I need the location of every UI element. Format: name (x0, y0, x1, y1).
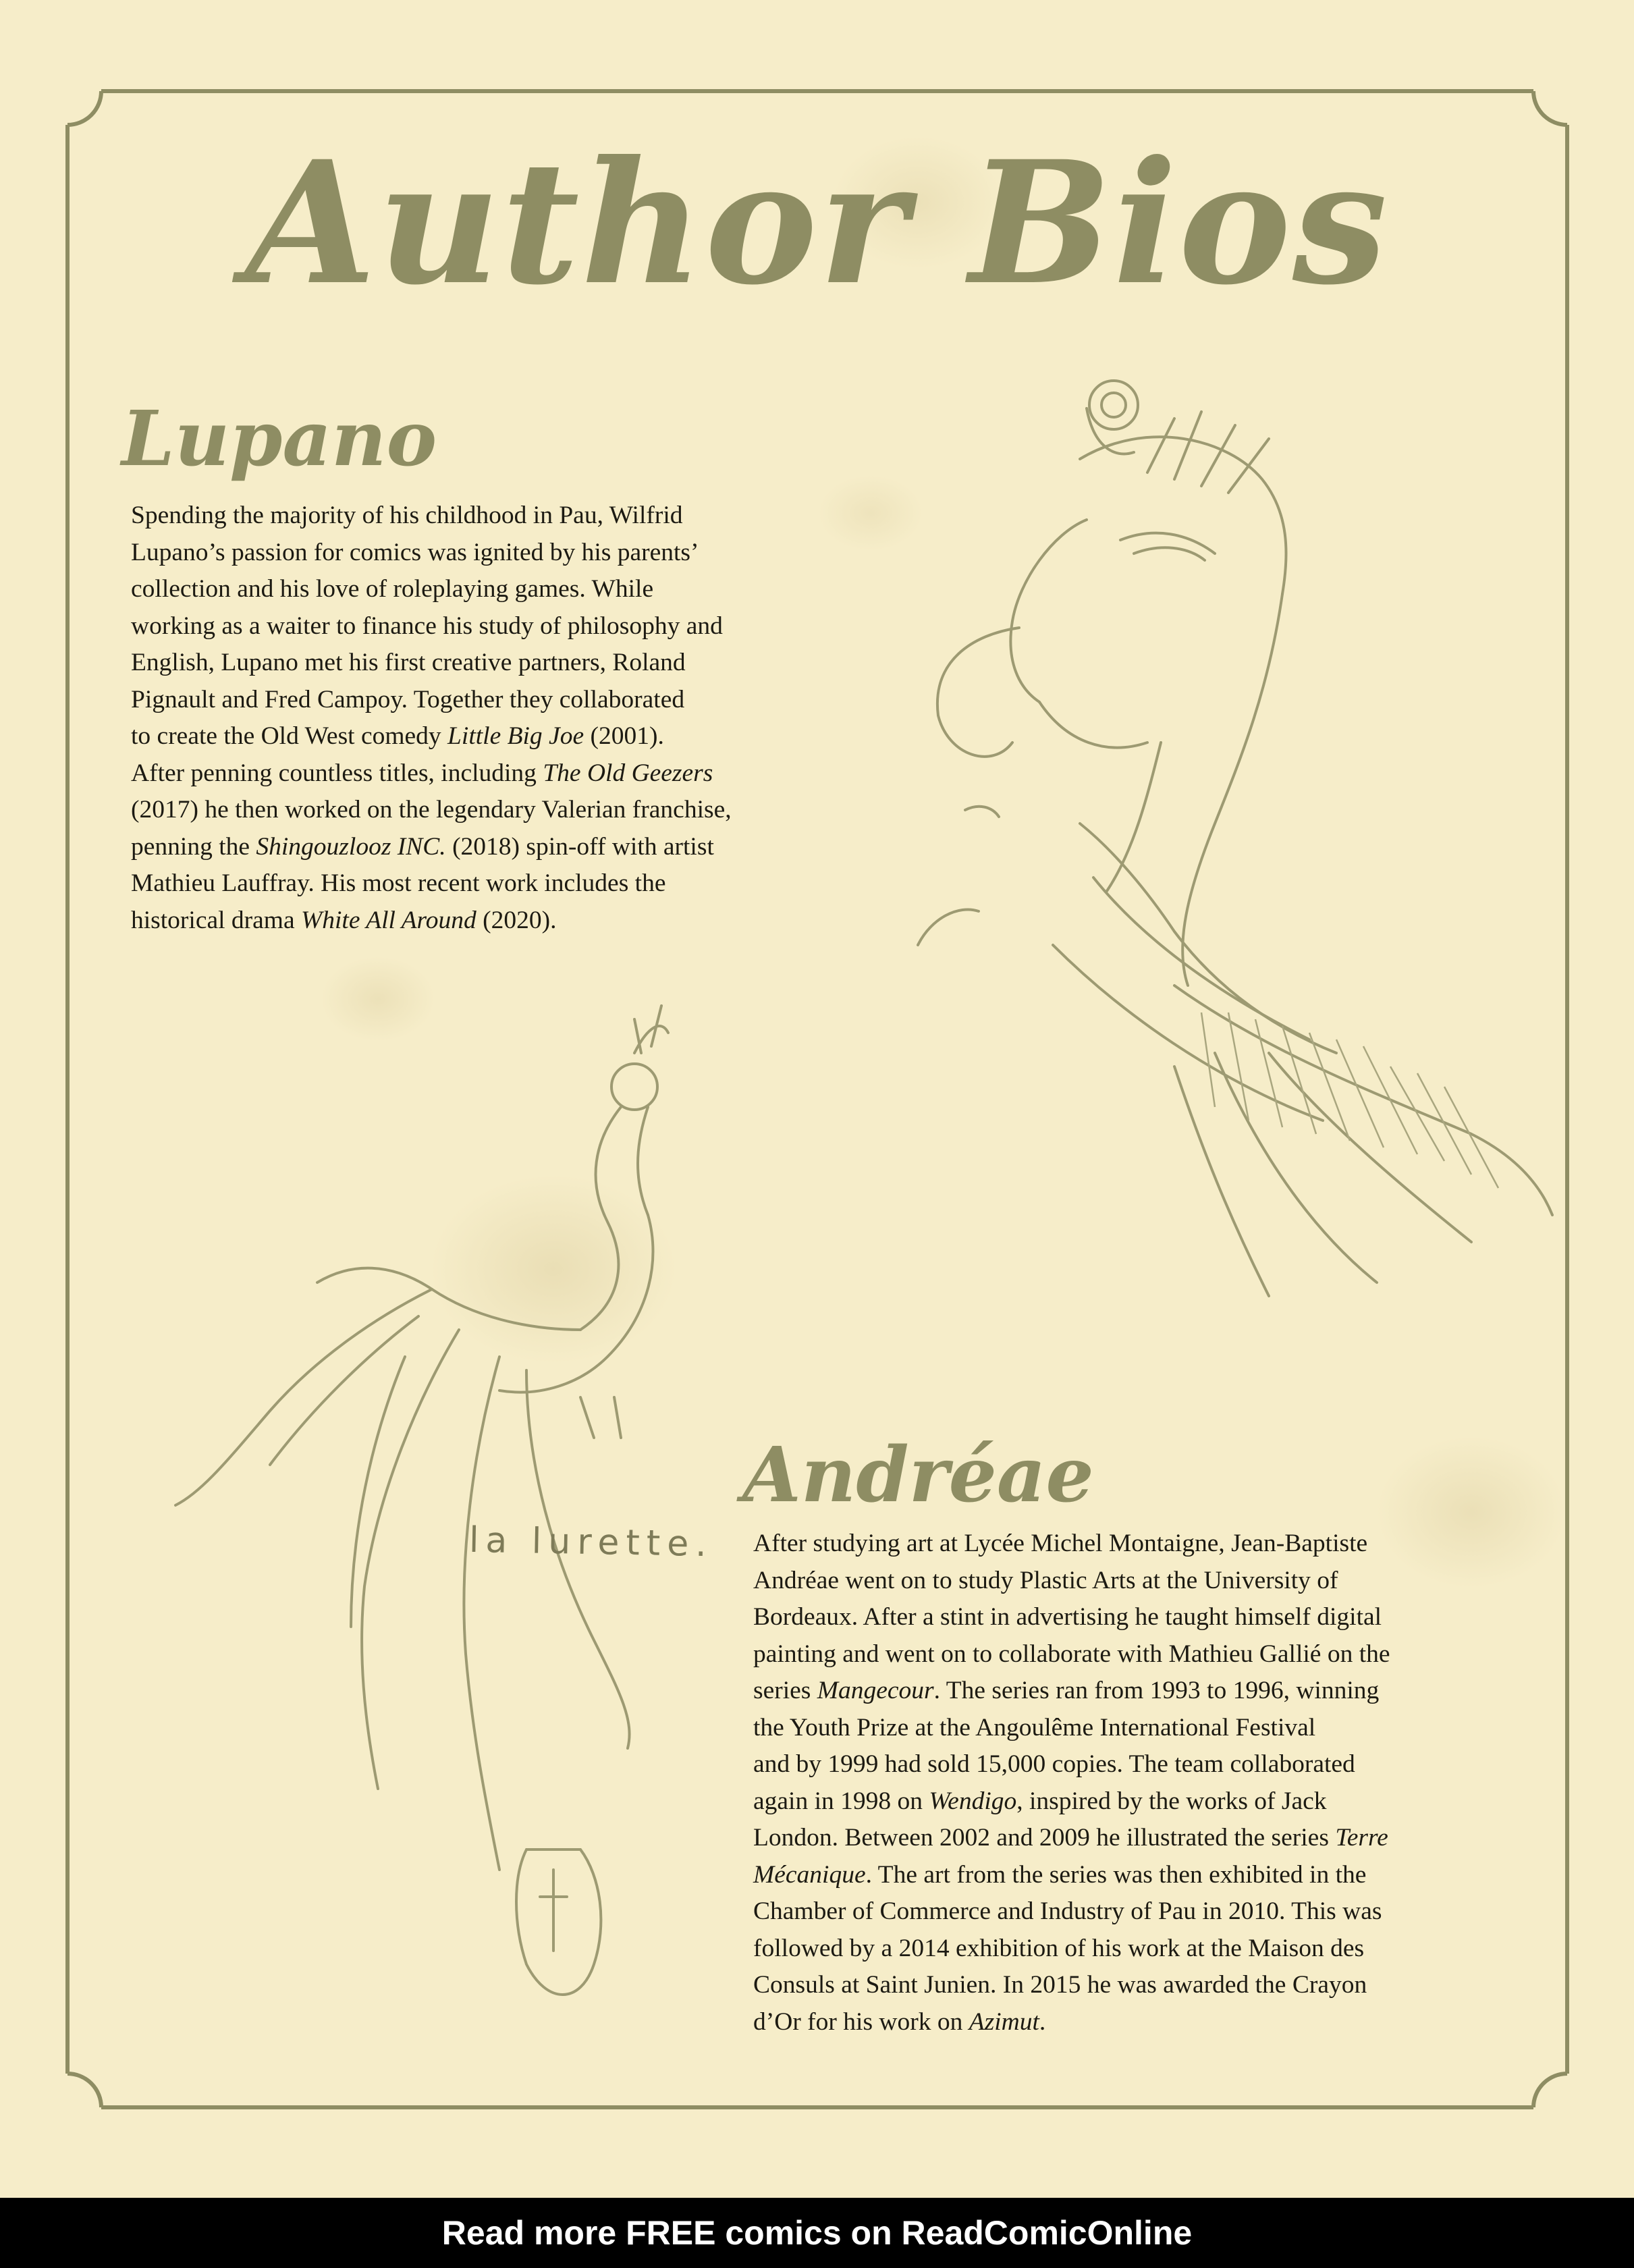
bio-text: Bordeaux. After a stint in advertising he taught himself digital (753, 1603, 1382, 1631)
lupano-heading: Lupano (121, 395, 437, 483)
bio-text: London. Between 2002 and 2009 he illustrated the series (753, 1824, 1336, 1852)
bio-text: . (1039, 2007, 1046, 2036)
bio-text: and by 1999 had sold 15,000 copies. The team collaborated (753, 1750, 1355, 1778)
bio-line (753, 1636, 1390, 1673)
bio-line (753, 2004, 1390, 2041)
bio-line (753, 1746, 1390, 1783)
bio-text: Chamber of Commerce and Industry of Pau in 2010. This was (753, 1897, 1382, 1925)
bio-text: the Youth Prize at the Angoulême International Festival (753, 1713, 1316, 1742)
lupano-bio (131, 497, 732, 939)
bio-text: historical drama (131, 906, 301, 934)
bio-line (131, 571, 732, 608)
bio-text: penning the (131, 832, 256, 861)
bio-text: Mathieu Lauffray. His most recent work includes the (131, 869, 666, 897)
andreae-bio (753, 1526, 1390, 2041)
bio-text: (2018) spin-off with artist (445, 832, 714, 861)
bio-line (753, 1893, 1390, 1931)
bio-line (753, 1526, 1390, 1563)
footer-text[interactable]: Read more FREE comics on ReadComicOnline (441, 2214, 1193, 2252)
bio-text: (2001). (584, 722, 664, 750)
bio-line (753, 1967, 1390, 2004)
work-title: The Old Geezers (543, 759, 713, 787)
bio-text: (2017) he then worked on the legendary Valerian franchise, (131, 796, 732, 824)
bio-text: Consuls at Saint Junien. In 2015 he was awarded the Crayon (753, 1971, 1367, 1999)
bio-line (131, 497, 732, 535)
bio-line (131, 902, 732, 940)
bio-line (753, 1857, 1390, 1894)
bio-line (131, 755, 732, 792)
bio-line (753, 1710, 1390, 1747)
bio-line (753, 1783, 1390, 1820)
work-title: Azimut (969, 2007, 1039, 2036)
bio-line (753, 1820, 1390, 1857)
work-title: Mécanique (753, 1860, 866, 1889)
bio-text: Lupano’s passion for comics was ignited by his parents’ (131, 538, 699, 566)
bio-line (131, 792, 732, 829)
bio-text: series (753, 1677, 817, 1704)
bio-text: Pignault and Fred Campoy. Together they collaborated (131, 685, 685, 713)
work-title: Terre (1335, 1824, 1388, 1852)
bio-line (753, 1673, 1390, 1710)
page-title: Author Bios (245, 124, 1389, 322)
work-title: White All Around (301, 906, 476, 934)
bio-text: Spending the majority of his childhood in Pau, Wilfrid (131, 502, 683, 529)
bio-text: again in 1998 on (753, 1787, 929, 1815)
bio-text: English, Lupano met his first creative partners, Roland (131, 649, 686, 676)
bio-text: Andréae went on to study Plastic Arts at the University of (753, 1566, 1338, 1594)
bio-text: d’Or for his work on (753, 2007, 969, 2036)
bio-line (753, 1599, 1390, 1636)
bio-line (131, 682, 732, 719)
bio-line (131, 608, 732, 645)
work-title: Little Big Joe (447, 722, 584, 750)
work-title: Wendigo (929, 1787, 1017, 1815)
creature-bird-sketch (796, 338, 1566, 1390)
bio-text: After penning countless titles, including (131, 759, 543, 787)
bio-text: , inspired by the works of Jack (1016, 1787, 1327, 1815)
bio-line (131, 718, 732, 755)
bio-line (131, 829, 732, 866)
footer-banner[interactable] (0, 2198, 1634, 2268)
bio-text: . The art from the series was then exhibited in the (865, 1860, 1367, 1889)
bio-line (131, 865, 732, 902)
bio-line (753, 1563, 1390, 1600)
bio-text: collection and his love of roleplaying games. While (131, 575, 654, 603)
sketch-caption: la lurette. (468, 1519, 714, 1565)
work-title: Mangecour (817, 1677, 934, 1704)
bio-line (131, 535, 732, 572)
bio-line (753, 1931, 1390, 1968)
andreae-heading: Andréae (742, 1431, 1094, 1519)
bio-text: working as a waiter to finance his study of philosophy and (131, 612, 723, 640)
bio-text: After studying art at Lycée Michel Montaigne, Jean-Baptiste (753, 1530, 1368, 1557)
work-title: Shingouzlooz INC. (256, 832, 446, 861)
bio-text: followed by a 2014 exhibition of his work at the Maison des (753, 1934, 1365, 1962)
bio-text: painting and went on to collaborate with Mathieu Gallié on the (753, 1640, 1390, 1668)
bio-text: to create the Old West comedy (131, 722, 448, 750)
bio-text: (2020). (476, 906, 557, 934)
bio-line (131, 645, 732, 682)
bio-text: . The series ran from 1993 to 1996, winning (933, 1677, 1380, 1704)
